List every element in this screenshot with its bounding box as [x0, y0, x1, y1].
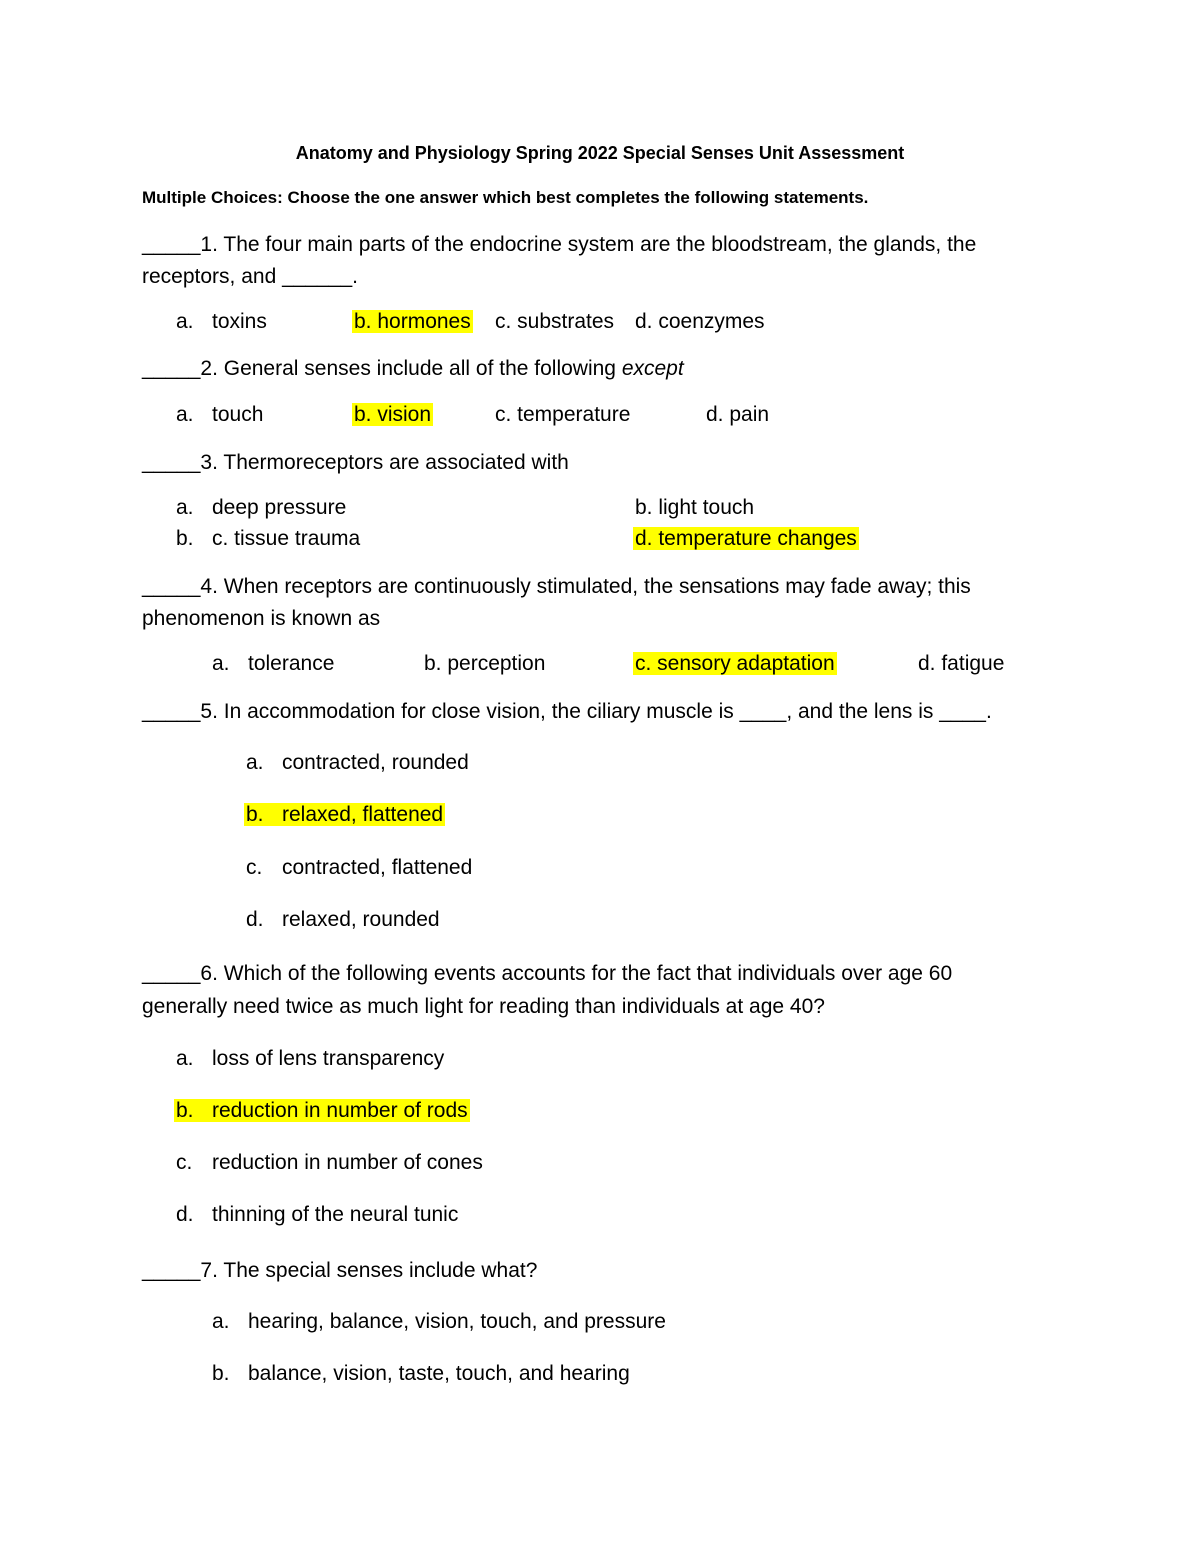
question-3-option-d	[633, 527, 859, 551]
option-text: relaxed, flattened	[282, 803, 444, 826]
question-6-line-2: generally need twice as much light for reading than individuals at age 40?	[142, 995, 825, 1018]
question-1-option-a-text: toxins	[212, 310, 267, 333]
option-letter: a.	[176, 310, 194, 333]
question-2-option-b	[352, 403, 433, 427]
question-1-option-a	[176, 310, 194, 334]
question-5-option-b	[244, 803, 445, 827]
option-text: balance, vision, taste, touch, and hearing	[248, 1362, 630, 1385]
option-letter: a.	[246, 751, 264, 774]
question-5: _____5. In accommodation for close vision, the ciliary muscle is ____, and the lens is ____.	[142, 700, 992, 723]
highlighted-answer	[244, 803, 445, 826]
question-4-option-b: b. perception	[424, 652, 546, 675]
question-5-option-a	[246, 751, 469, 775]
option-letter: b.	[176, 1099, 194, 1122]
question-2-option-c: c. temperature	[495, 403, 631, 426]
question-2	[142, 353, 684, 385]
option-text: reduction in number of cones	[212, 1151, 483, 1174]
option-text: reduction in number of rods	[212, 1099, 468, 1122]
option-letter: c.	[246, 856, 263, 879]
option-letter: c.	[176, 1151, 193, 1174]
highlighted-answer: c. sensory adaptation	[635, 652, 835, 675]
question-3-option-a-letter: a.	[176, 496, 194, 519]
question-2-option-a: touch	[212, 403, 264, 426]
document-title: Anatomy and Physiology Spring 2022 Special Senses Unit Assessment	[295, 143, 905, 163]
option-text: thinning of the neural tunic	[212, 1203, 459, 1226]
question-2-text: _____2. General senses include all of the following	[142, 357, 622, 380]
highlighted-answer: b. vision	[354, 403, 432, 426]
question-6-option-c	[176, 1151, 483, 1175]
option-text: relaxed, rounded	[282, 908, 440, 931]
question-2-emphasis: except	[621, 357, 684, 380]
question-4-option-d: d. fatigue	[918, 652, 1005, 675]
question-4-option-c	[633, 652, 837, 676]
question-4-line-1: _____4. When receptors are continuously stimulated, the sensations may fade away; this	[142, 575, 971, 598]
option-text: contracted, flattened	[282, 856, 473, 879]
instructions: Multiple Choices: Choose the one answer which best completes the following statements.	[142, 188, 869, 207]
option-letter: b.	[212, 1362, 230, 1385]
question-2-option-a-letter: a.	[176, 403, 194, 426]
highlighted-answer: d. temperature changes	[635, 527, 857, 550]
question-1-line-1: _____1. The four main parts of the endocrine system are the bloodstream, the glands, the	[142, 233, 977, 256]
question-7-option-a	[212, 1310, 666, 1334]
option-text: loss of lens transparency	[212, 1047, 445, 1070]
question-1-option-b	[352, 310, 473, 334]
question-5-option-d	[246, 908, 440, 932]
question-6-option-b	[174, 1099, 470, 1123]
option-letter: a.	[176, 1047, 194, 1070]
question-2-option-d: d. pain	[706, 403, 770, 426]
option-text: contracted, rounded	[282, 751, 469, 774]
question-6-option-d	[176, 1203, 458, 1227]
question-3-option-b-letter: b.	[176, 527, 194, 550]
question-4-option-a-letter: a.	[212, 652, 230, 675]
question-7-option-b	[212, 1362, 630, 1386]
question-5-option-c	[246, 856, 472, 880]
question-1-option-c: c. substrates	[495, 310, 615, 333]
question-7: _____7. The special senses include what?	[142, 1259, 538, 1282]
highlighted-answer	[174, 1099, 470, 1122]
question-1-line-2: receptors, and ______.	[142, 265, 358, 288]
question-4-line-2: phenomenon is known as	[142, 607, 381, 630]
option-letter: d.	[246, 908, 264, 931]
option-letter: d.	[176, 1203, 194, 1226]
option-letter: b.	[246, 803, 264, 826]
question-3-option-a: deep pressure	[212, 496, 347, 519]
question-1-option-d: d. coenzymes	[635, 310, 765, 333]
question-6-option-a	[176, 1047, 444, 1071]
question-3: _____3. Thermoreceptors are associated with	[142, 451, 569, 474]
question-6-line-1: _____6. Which of the following events accounts for the fact that individuals over age 60	[142, 962, 953, 985]
question-3-option-c: c. tissue trauma	[212, 527, 361, 550]
question-4-option-a: tolerance	[248, 652, 335, 675]
option-text: hearing, balance, vision, touch, and pressure	[248, 1310, 666, 1333]
question-3-option-b: b. light touch	[635, 496, 755, 519]
highlighted-answer: b. hormones	[354, 310, 471, 333]
option-letter: a.	[212, 1310, 230, 1333]
